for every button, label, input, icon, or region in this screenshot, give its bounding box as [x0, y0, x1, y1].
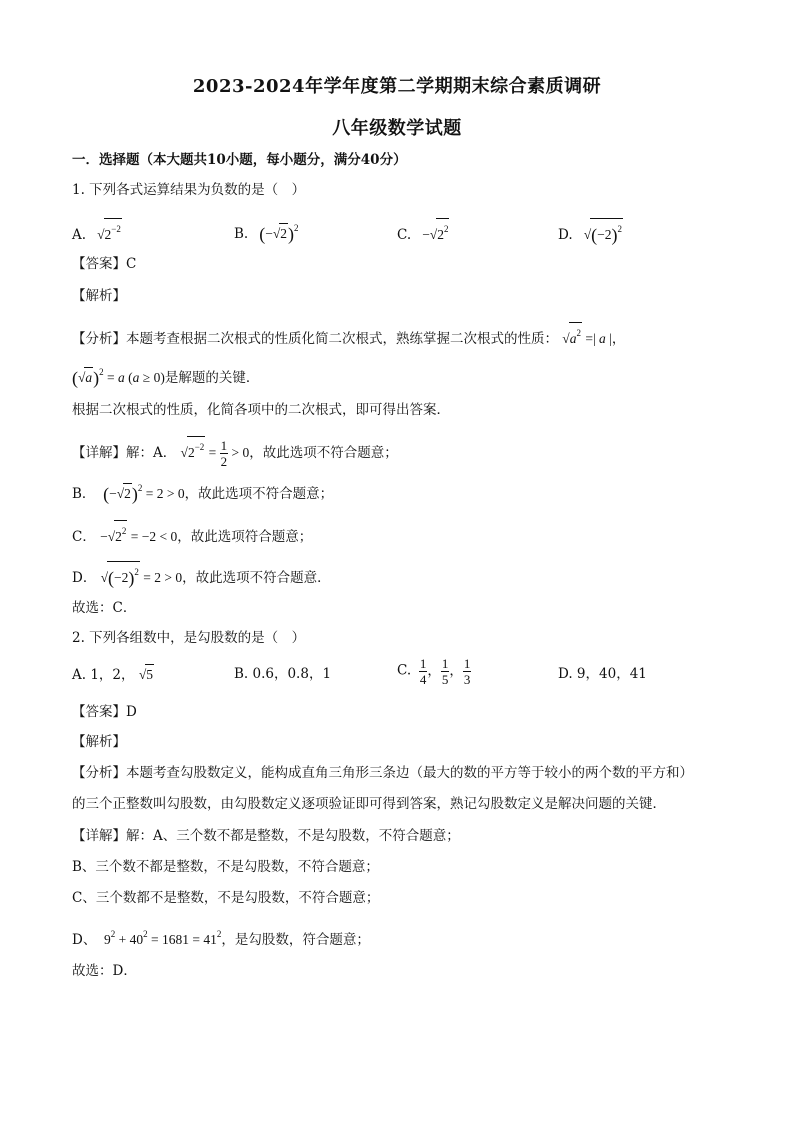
q1-option-c: [397, 218, 449, 245]
q1-option-a: [72, 218, 122, 245]
q2-detail-b: B、三个数不都是整数，不是勾股数，不符合题意；: [72, 859, 379, 875]
q2-analysis-line1: 【分析】本题考查勾股数定义，能构成直角三角形三条边（最大的数的平方等于较小的两个数的平方和）: [72, 765, 693, 781]
q1-detail-d-prefix: D．: [72, 570, 97, 586]
q2-option-d: D. 9，40，41: [558, 666, 647, 682]
q1-detail-b: [72, 478, 333, 504]
q1-option-a-expr: $√2^{-2}$: [90, 227, 122, 242]
q2-analysis-tag: 【解析】: [72, 734, 126, 750]
q1-detail-a: [72, 436, 398, 469]
q1-detail-d: [72, 561, 331, 588]
q1-option-d: [558, 218, 623, 245]
q1-detail-prefix: 【详解】解：A．: [72, 445, 177, 461]
q1-analysis-intro: 【分析】本题考查根据二次根式的性质化简二次根式，熟练掌握二次根式的性质：: [72, 331, 558, 347]
q2-option-a-expr: √5: [139, 667, 154, 682]
question-1-stem: 1. 下列各式运算结果为负数的是（ ）: [72, 182, 306, 198]
exam-subtitle: 八年级数学试题: [332, 118, 462, 139]
q2-answer: 【答案】D: [72, 704, 137, 720]
q1-choice: 故选：C．: [72, 600, 137, 616]
q1-answer: 【答案】C: [72, 256, 137, 272]
q2-option-b: B. 0.6，0.8，1: [234, 666, 332, 682]
q1-option-b-expr: $(-√2)^2$: [259, 223, 299, 244]
q1-analysis-key: 是解题的关键．: [164, 370, 260, 386]
q1-option-c-label: C.: [397, 227, 412, 243]
q1-analysis-method: 根据二次根式的性质，化简各项中的二次根式，即可得出答案．: [72, 402, 450, 418]
q1-option-d-label: D.: [558, 227, 573, 243]
q1-detail-c: [72, 520, 312, 547]
q1-option-c-expr: $-√2^2$: [415, 227, 449, 242]
q1-option-d-expr: $√(-2)^2$: [577, 227, 623, 242]
section-heading: 一．选择题（本大题共10小题，每小题分，满分40分）: [72, 152, 407, 168]
q1-detail-c-prefix: C．: [72, 529, 96, 545]
q1-analysis-tag: 【解析】: [72, 288, 126, 304]
q1-detail-a-expr: $√2^{-2}$ = $\frac{1}{2}$ > 0: [181, 445, 250, 460]
q1-detail-d-expr: $√(-2)^2 = 2 > 0$: [101, 570, 183, 585]
q1-analysis-formula-2: $(√a)^2 = a$ (a ≥ 0): [72, 367, 165, 388]
q1-analysis-line1: 【分析】本题考查根据二次根式的性质化简二次根式，熟练掌握二次根式的性质： $√a^2$ =| a |，: [72, 322, 625, 349]
q1-detail-b-tail: ，故此选项不符合题意；: [184, 486, 334, 502]
q2-analysis-line2: 的三个正整数叫勾股数，由勾股数定义逐项验证即可得到答案，熟记勾股数定义是解决问题的关键．: [72, 796, 666, 812]
q2-option-c: [397, 656, 471, 687]
q1-detail-b-expr: $(-√2)^2 = 2 > 0$: [103, 483, 185, 504]
q2-detail-a: 【详解】解：A、三个数不都是整数，不是勾股数，不符合题意；: [72, 828, 460, 844]
q2-option-a: [72, 664, 154, 685]
question-2-stem: 2. 下列各组数中，是勾股数的是（ ）: [72, 630, 306, 646]
q2-detail-d-tail: ，是勾股数，符合题意；: [221, 932, 370, 948]
q1-detail-d-tail: ，故此选项不符合题意．: [182, 570, 331, 586]
q1-detail-c-expr: $-√2^2 = -2 < 0$: [100, 529, 177, 544]
q1-option-a-label: A.: [72, 227, 87, 243]
q2-detail-d: [72, 924, 370, 950]
q1-analysis-line2: [72, 362, 259, 388]
q1-detail-c-tail: ，故此选项符合题意；: [177, 529, 313, 545]
q1-detail-b-prefix: B．: [72, 486, 96, 502]
q1-detail-a-tail: ，故此选项不符合题意；: [249, 445, 398, 461]
q2-choice: 故选：D．: [72, 963, 137, 979]
q2-option-c-expr: $\frac{1}{4}$ ， $\frac{1}{5}$ ， $\frac{1}{3}$: [419, 656, 471, 687]
q2-detail-d-expr: $9^2 + 40^2 = 1681 = 41^2$: [100, 929, 222, 947]
q2-detail-d-prefix: D、: [72, 932, 97, 948]
q1-analysis-formula-1: $√a^2$ =| a |: [562, 331, 612, 346]
q2-option-c-label: C.: [397, 662, 412, 679]
q1-option-b: [234, 218, 299, 244]
q2-detail-c: C、三个数都不是整数，不是勾股数，不符合题意；: [72, 890, 380, 906]
q2-option-a-text: A. 1，2，: [72, 667, 135, 683]
q1-option-b-label: B.: [234, 226, 249, 242]
exam-title: 2023-2024年学年度第二学期期末综合素质调研: [192, 76, 602, 97]
